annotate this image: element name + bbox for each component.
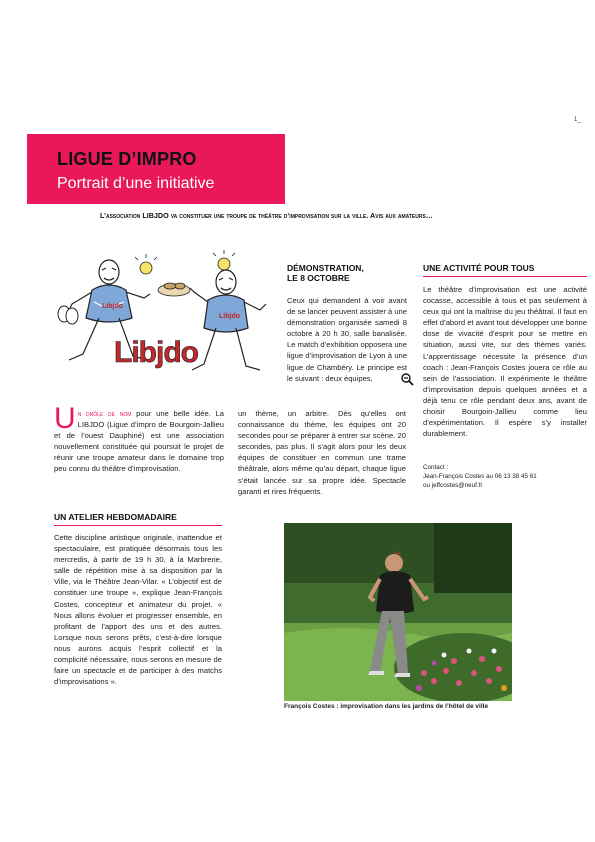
drop-cap: U [54, 402, 76, 435]
heading-demonstration-line2: LE 8 OCTOBRE [287, 273, 350, 283]
intro-smallcaps: n drôle de nom [77, 409, 132, 418]
garden-photo [284, 523, 512, 701]
bulb-left [135, 254, 157, 274]
heading-atelier: UN ATELIER HEBDOMADAIRE [54, 512, 177, 522]
libjdo-illustration [54, 250, 274, 390]
left-shirt-text: Libjdo [102, 303, 123, 310]
heading-demonstration-line1: DÉMONSTRATION, [287, 263, 364, 273]
photo-caption: François Costes : improvisation dans les jardins de l’hôtel de ville [284, 703, 489, 710]
theatre-masks [58, 306, 78, 324]
article-subtitle: Portrait d’une initiative [57, 175, 215, 192]
demonstration-body-wide: un thème, un arbitre. Dès qu’elles ont connaissance du thème, les équipes ont 20 secondes pour se préparer à entrer sur scène. 20 secondes, pas plus. Il s’agit alors pour les deux équipes de constituer en commun une trame théâtrale, alors même qu’au départ, chaque ligue s’était lancée sur sa propre idée. Spectacle garanti et rires fréquents. [238, 409, 406, 496]
heading-demonstration [287, 263, 364, 283]
plate [158, 283, 190, 296]
demonstration-body-narrow: Ceux qui demandent à voir avant de se lancer peuvent assister à une démonstration organisée samedi 8 octobre à 20 h 30, salle banalisée. Le match d’exhibition opposera une ligue d’improvisation de Lyon à une ligue de Chambéry. Le principe est le suivant : deux équipes, [287, 296, 407, 383]
heading-activite-rule [423, 276, 587, 277]
atelier-body: Cette discipline artistique originale, inattendue et spectaculaire, est pratiquée désormais tous les mercredis, à partir de 19 h 30, à la Marbrerie, salle de répétition mise à sa disposition par la Ville, via le Théâtre Jean-Vilar. « L’objectif est de constituer une troupe », explique Jean-François Costes, concepteur et animateur du projet. « Nous allons évoluer et progresser ensemble, en profitant de l’apport des uns et des autres. Lorsque nous serons prêts, c’est-à-dire lorsque nous aurons acquis l’esprit collectif et la complicité nécessaire, nous serons en mesure de faire un spectacle et de participer à des matchs d’improvisations ». [54, 533, 222, 687]
right-character [190, 270, 266, 370]
heading-activite: UNE ACTIVITÉ POUR TOUS [423, 263, 535, 273]
contact-phone: Jean-François Costes au 06 13 38 45 61 [423, 473, 537, 480]
heading-atelier-rule [54, 525, 222, 526]
intro-paragraph [54, 402, 224, 475]
libjdo-logo: Libjdo [114, 336, 198, 369]
bulb-right [213, 250, 235, 270]
right-shirt-text: Libjdo [219, 313, 240, 320]
article-lead: L’association LIBJDO va constituer une troupe de théâtre d’improvisation sur la ville. Avis aux amateurs… [100, 211, 433, 220]
intro-text: pour une belle idée. La LIBJDO (Ligue d’impro de Bourgoin-Jallieu et de l’ouest Dauphiné) est une association nouvellement constituée qui poursuit le projet de réunir une troupe amateur dans le domaine trop peu connu du théâtre d’improvisation. [54, 409, 224, 474]
article-title: LIGUE D’IMPRO [57, 149, 197, 169]
magnifier-icon[interactable] [400, 372, 414, 386]
activite-body: Le théâtre d’improvisation est une activité cocasse, accessible à tous et pas seulement à ceux qui ont la maîtrise du jeu théâtral. Il faut en effet d’abord et avant tout développer une bonne dose de vivacité d’esprit pour se mettre en situation, aussi vite, sur des thèmes variés. L’apprentissage nécessite la présence d’un coach : Jean-François Costes jouera ce rôle au sein de l’association. Il expérimente le théâtre d’improvisation depuis quelques années et a déjà tenu ce rôle pendant deux ans, avant de choisir Bourgoin-Jallieu comme lieu d’expérimentation. Il espère s’y installer durablement. [423, 285, 587, 439]
title-band [27, 134, 285, 204]
contact-block [423, 463, 583, 490]
contact-label: Contact : [423, 464, 449, 471]
page-number: 1_ [574, 117, 581, 123]
contact-email: ou jeffcostes@neuf.fr [423, 482, 483, 489]
